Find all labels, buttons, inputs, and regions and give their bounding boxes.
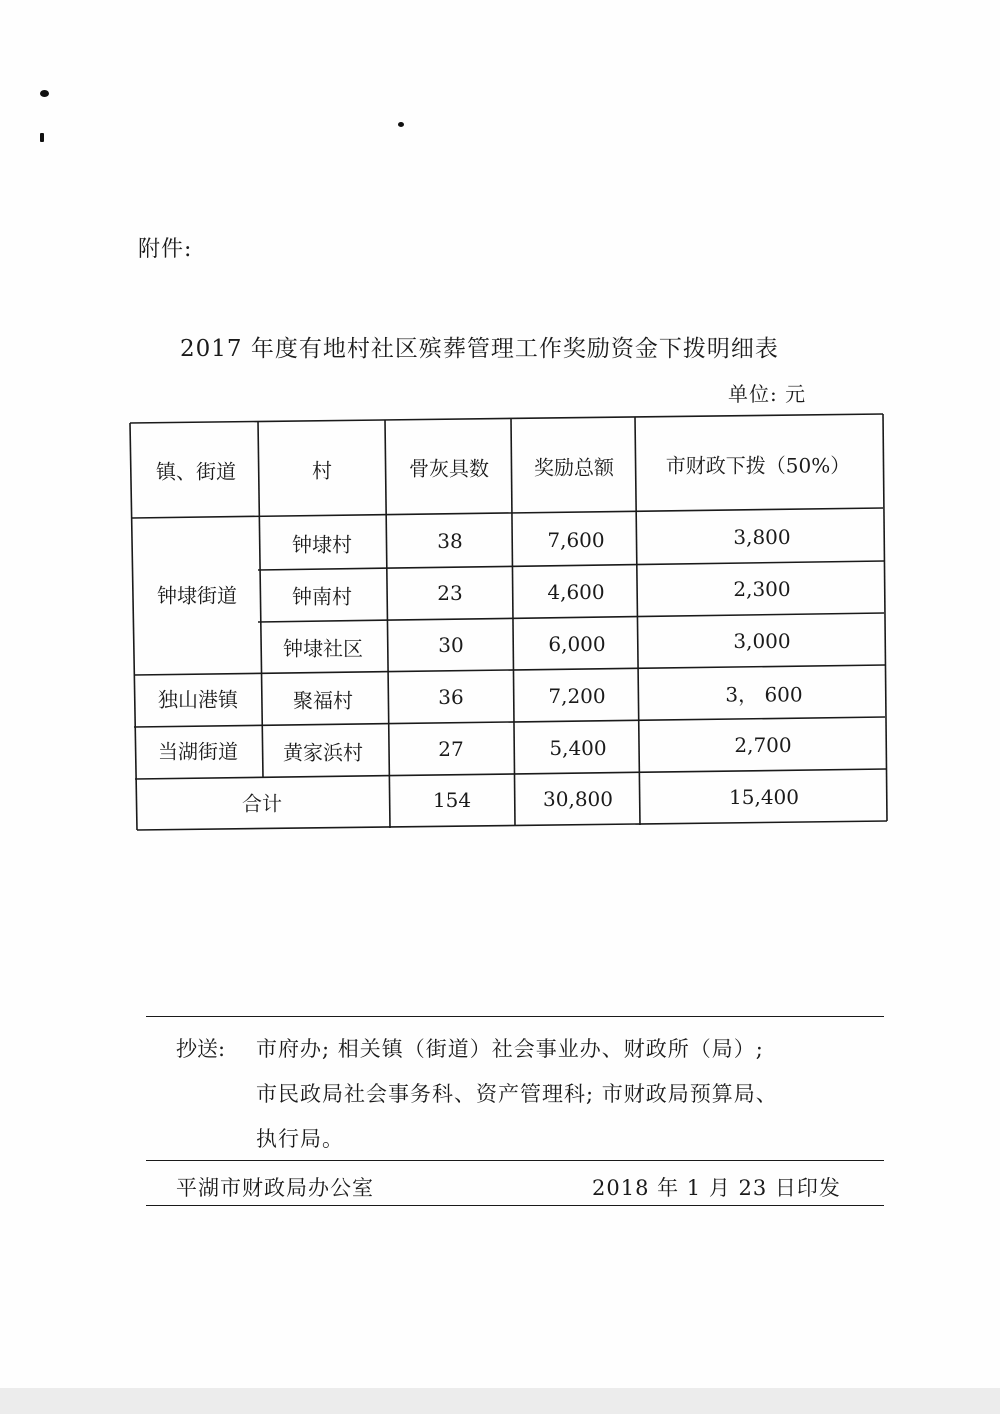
table-title: 2017 年度有地村社区殡葬管理工作奖励资金下拨明细表: [180, 336, 779, 362]
count-cell: 30: [438, 633, 464, 657]
total-cell: 7,600: [547, 528, 605, 552]
summary-count: 154: [432, 788, 472, 812]
cc-line: 市民政局社会事务科、资产管理科; 市财政局预算局、: [256, 1082, 778, 1106]
summary-total: 30,800: [543, 787, 613, 811]
summary-label: 合计: [242, 791, 282, 816]
header-village: 村: [312, 458, 332, 483]
allocation-cell: 3,000: [733, 629, 791, 653]
footer-bottom-rule: [146, 1205, 884, 1206]
attachment-label: 附件:: [138, 237, 193, 262]
header-total: 奖励总额: [534, 455, 614, 480]
header-count: 骨灰具数: [409, 456, 489, 481]
town-cell: 钟埭街道: [157, 583, 237, 608]
count-cell: 27: [438, 737, 464, 761]
count-cell: 38: [437, 529, 463, 553]
total-cell: 6,000: [548, 632, 606, 656]
village-cell: 钟埭社区: [283, 636, 363, 661]
allocation-cell: 3， 600: [725, 682, 803, 707]
summary-allocation: 15,400: [729, 785, 799, 809]
count-cell: 36: [438, 685, 464, 709]
count-cell: 23: [437, 581, 463, 605]
cc-line: 市府办; 相关镇（街道）社会事业办、财政所（局）;: [256, 1037, 764, 1061]
cc-top-rule: [146, 1016, 884, 1017]
unit-label: 单位: 元: [728, 382, 807, 406]
scan-edge: [0, 1388, 1000, 1414]
total-cell: 5,400: [549, 736, 607, 760]
issuer: 平湖市财政局办公室: [176, 1176, 374, 1200]
allocation-cell: 3,800: [733, 525, 791, 549]
village-cell: 钟埭村: [292, 532, 352, 557]
footer-top-rule: [146, 1160, 884, 1161]
allocation-cell: 2,700: [734, 733, 792, 757]
header-town: 镇、街道: [156, 459, 236, 484]
town-cell: 当湖街道: [158, 739, 238, 764]
total-cell: 7,200: [548, 684, 606, 708]
town-cell: 独山港镇: [158, 687, 238, 712]
issue-date: 2018 年 1 月 23 日印发: [592, 1176, 841, 1200]
cc-line: 执行局。: [256, 1127, 344, 1151]
allocation-cell: 2,300: [733, 577, 791, 601]
village-cell: 钟南村: [292, 584, 352, 609]
cc-label: 抄送:: [176, 1037, 226, 1061]
total-cell: 4,600: [547, 580, 605, 604]
village-cell: 聚福村: [293, 688, 353, 713]
header-allocation: 市财政下拨（50%）: [665, 453, 851, 478]
village-cell: 黄家浜村: [283, 740, 363, 765]
